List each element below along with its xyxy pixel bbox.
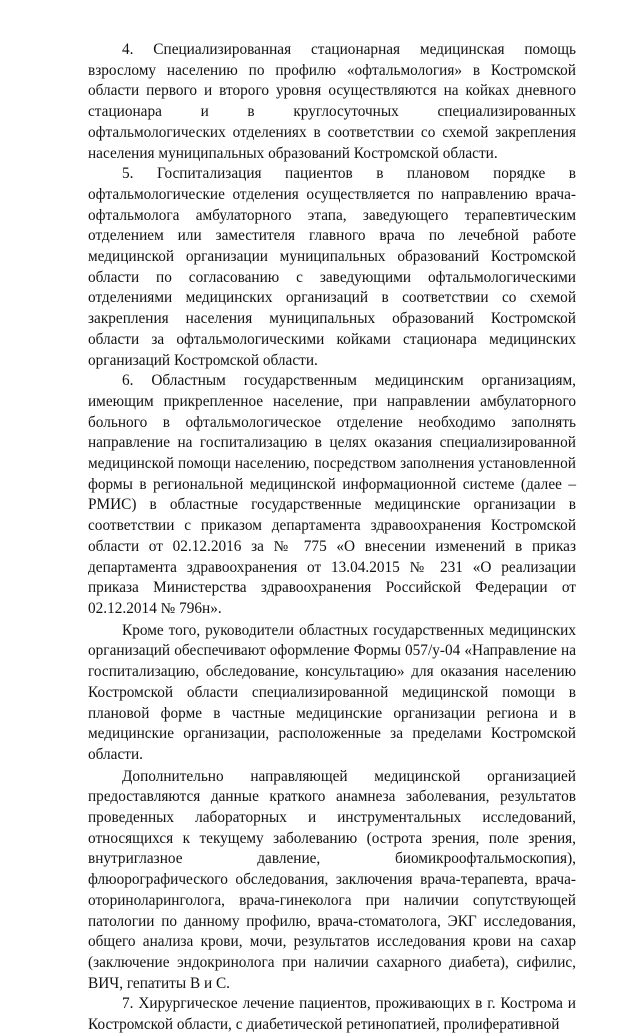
paragraph-6-continued: Кроме того, руководители областных государственных медицинских организаций обеспечивают оформление Формы 057/у-04 «Направление на госпитализацию, обследование, консультацию» для оказания населению Костромской области специализированной медицинской помощи в плановой форме в частные медицинские организации региона и в медицинские организации, расположенные за пределами Костромской области. [88, 621, 576, 763]
paragraph-5: 5. Госпитализация пациентов в плановом порядке в офтальмологические отделения осуществляется по направлению врача-офтальмолога амбулаторного этапа, заведующего терапевтическим отделением или заместителя главного врача по лечебной работе медицинской организации муниципальных образований Костромской области по согласованию с заведующими офтальмологическими отделениями медицинских организаций в соответствии со схемой закрепления населения муниципальных образований Костромской области за офтальмологическими койками стационара медицинских организаций Костромской области. [88, 165, 576, 369]
paragraph-6: 6. Областным государственным медицинским организациям, имеющим прикрепленное население, при направлении амбулаторного больного в офтальмологическое отделение необходимо заполнять направление на госпитализацию в целях оказания специализированной медицинской помощи населению, посредством заполнения установленной формы в региональной медицинской информационной системе (далее – РМИС) в областные государственные медицинские организации в соответствии с приказом департамента здравоохранения Костромской области от 02.12.2016 за № 775 «О внесении изменений в приказ департамента здравоохранения от 13.04.2015 № 231 «О реализации приказа Министерства здравоохранения Российской Федерации от 02.12.2014 № 796н». [88, 372, 576, 617]
document-page [88, 40, 576, 1036]
paragraph-4: 4. Специализированная стационарная медицинская помощь взрослому населению по профилю «офтальмология» в Костромской области первого и второго уровня осуществляются на койках дневного стационара и в круглосуточных специализированных офтальмологических отделениях в соответствии со схемой закрепления населения муниципальных образований Костромской области. [88, 41, 576, 162]
paragraph-7: 7. Хирургическое лечение пациентов, проживающих в г. Кострома и Костромской области, с диабетической ретинопатией, пролиферативной [88, 995, 576, 1034]
paragraph-6-additional: Дополнительно направляющей медицинской организацией предоставляются данные краткого анамнеза заболевания, результатов проведенных лабораторных и инструментальных исследований, относящихся к текущему заболеванию (острота зрения, поле зрения, внутриглазное давление, биомикроофтальмоскопия), флюорографического обследования, заключения врача-терапевта, врача-оториноларинголога, врача-гинеколога при наличии сопутствующей патологии по данному профилю, врача-стоматолога, ЭКГ исследования, общего анализа крови, мочи, результатов исследования крови на сахар (заключение эндокринолога при наличии сахарного диабета), сифилис, ВИЧ, гепатиты В и С. [88, 767, 576, 992]
